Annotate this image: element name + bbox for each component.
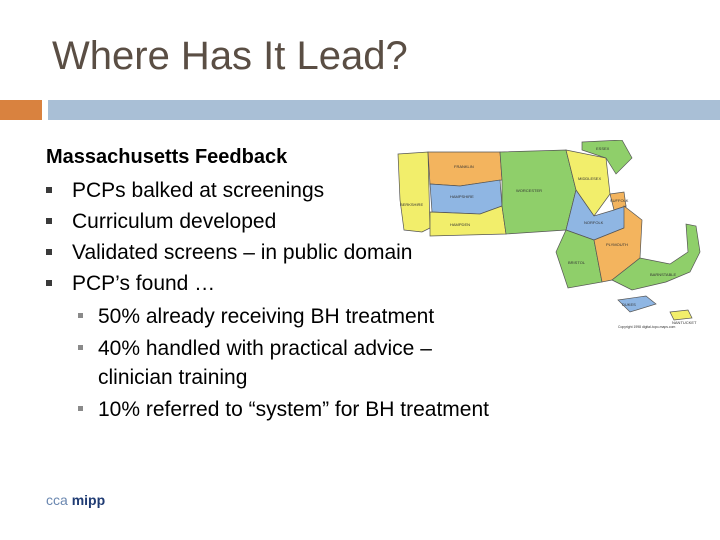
sub-bullet-square-icon xyxy=(78,345,83,350)
footer-logo-brand: mipp xyxy=(71,492,106,508)
bullet-text: Validated screens – in public domain xyxy=(72,241,413,264)
map-label: WORCESTER xyxy=(516,188,542,193)
bullet-square-icon xyxy=(46,218,52,224)
sub-bullet-text: 10% referred to “system” for BH treatment xyxy=(98,398,489,421)
sub-bullet-item xyxy=(72,395,566,424)
map-label: SUFFOLK xyxy=(610,198,629,203)
bullet-square-icon xyxy=(46,249,52,255)
county-nantucket xyxy=(670,310,692,320)
map-label: HAMPSHIRE xyxy=(450,194,474,199)
bullet-item xyxy=(46,206,566,237)
footer-logo xyxy=(46,492,105,508)
map-label: FRANKLIN xyxy=(454,164,474,169)
bullet-square-icon xyxy=(46,187,52,193)
sub-bullet-item xyxy=(72,302,566,331)
map-label: NANTUCKET xyxy=(672,320,697,325)
map-label: BRISTOL xyxy=(568,260,586,265)
sub-bullet-square-icon xyxy=(78,406,83,411)
bullet-item xyxy=(46,175,566,206)
footer-logo-prefix: cca xyxy=(46,492,68,508)
bullet-square-icon xyxy=(46,280,52,286)
accent-bar-blue xyxy=(48,100,720,120)
map-label: MIDDLESEX xyxy=(578,176,602,181)
bullet-text: PCPs balked at screenings xyxy=(72,179,325,202)
section-heading: Massachusetts Feedback xyxy=(46,146,288,168)
slide-body xyxy=(46,146,566,424)
map-label: NORFOLK xyxy=(584,220,604,225)
sub-bullet-text: 50% already receiving BH treatment xyxy=(98,305,435,328)
map-label: ESSEX xyxy=(596,146,610,151)
map-label: HAMPDEN xyxy=(450,222,471,227)
bullet-item xyxy=(46,237,566,268)
sub-bullet-text: 40% handled with practical advice – clinician training xyxy=(98,337,432,389)
map-label: DUKES xyxy=(622,302,636,307)
sub-bullet-square-icon xyxy=(78,313,83,318)
accent-bar-orange xyxy=(0,100,42,120)
map-label: PLYMOUTH xyxy=(606,242,628,247)
sub-bullet-item xyxy=(72,334,478,392)
bullet-item xyxy=(46,268,566,424)
sub-bullet-list xyxy=(72,302,566,424)
map-copyright: Copyright 1998 digital-topo-maps.com xyxy=(618,325,676,329)
bullet-list xyxy=(46,175,566,424)
slide-title: Where Has It Lead? xyxy=(52,34,408,78)
map-label: BERKSHIRE xyxy=(400,202,424,207)
bullet-text: PCP’s found … xyxy=(72,272,216,295)
bullet-text: Curriculum developed xyxy=(72,210,277,233)
map-label: BARNSTABLE xyxy=(650,272,677,277)
